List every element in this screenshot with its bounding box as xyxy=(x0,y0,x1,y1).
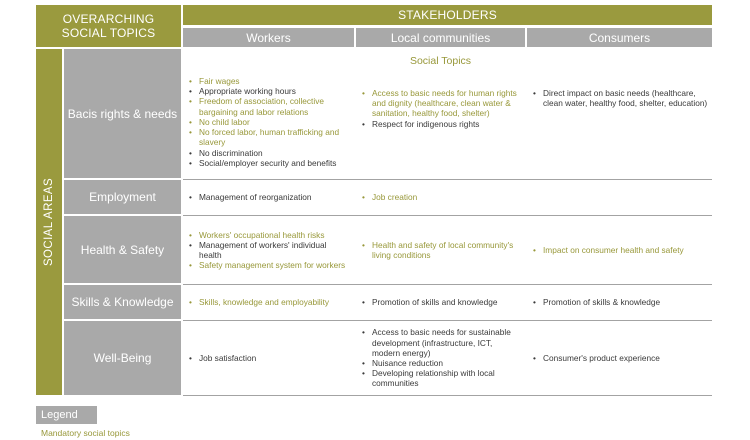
overarching-social-topics-header xyxy=(36,5,181,47)
topic-item: • Access to basic needs for sustainable development (infrastructure, ICT, modern energy) xyxy=(361,327,521,358)
topic-item: • Promotion of skills and knowledge xyxy=(361,297,497,307)
social-topics-title: Social Topics xyxy=(409,55,472,67)
topic-list xyxy=(361,297,497,307)
cell-basic-rights-consumers xyxy=(532,70,708,192)
topic-item: • Management of reorganization xyxy=(188,192,312,202)
legend-mandatory-label: Mandatory social topics xyxy=(41,428,130,438)
topic-item: • Social/employer security and benefits xyxy=(188,158,350,168)
topic-list xyxy=(188,230,350,271)
column-header-label: Consumers xyxy=(588,30,651,45)
row-label-text: Health & Safety xyxy=(80,242,165,257)
topic-item: • Job satisfaction xyxy=(188,353,256,363)
legend-title: Legend xyxy=(41,409,78,421)
row-label-text: Skills & Knowledge xyxy=(71,295,174,309)
row-label-text: Bacis rights & needs xyxy=(67,106,178,121)
mandatory-topic-item: • Access to basic needs for human rights and dignity (healthcare, clean water & sanitation, healthy food, shelter) xyxy=(361,88,521,119)
cell-employment-local xyxy=(361,180,521,215)
cell-well-being-local xyxy=(361,321,521,395)
mandatory-topic-item: • No child labor xyxy=(188,117,350,127)
cell-health-safety-consumers xyxy=(532,216,708,284)
column-header-local-communities xyxy=(356,28,525,47)
row-label-well-being xyxy=(64,321,181,395)
cell-basic-rights-local xyxy=(361,70,521,192)
cell-health-safety-workers xyxy=(188,216,350,284)
topic-list xyxy=(361,88,521,129)
cell-well-being-workers xyxy=(188,321,350,395)
row-separator xyxy=(183,395,712,396)
topic-item: • Respect for indigenous rights xyxy=(361,119,521,129)
column-header-consumers xyxy=(527,28,712,47)
topic-list xyxy=(188,297,329,307)
topic-list xyxy=(361,240,521,260)
mandatory-topic-item: • Impact on consumer health and safety xyxy=(532,245,684,255)
mandatory-topic-item: • Workers' occupational health risks xyxy=(188,230,350,240)
mandatory-topic-item: • Skills, knowledge and employability xyxy=(188,297,329,307)
topic-item: • No discrimination xyxy=(188,148,350,158)
legend-box xyxy=(36,406,97,424)
topic-item: • Developing relationship with local communities xyxy=(361,368,521,388)
topic-item: • Appropriate working hours xyxy=(188,86,350,96)
overarching-label: OVERARCHING SOCIAL TOPICS xyxy=(61,12,156,40)
row-label-basic-rights xyxy=(64,49,181,178)
topic-list xyxy=(188,192,312,202)
topic-list xyxy=(361,327,521,388)
row-label-health-safety xyxy=(64,216,181,283)
mandatory-topic-item: • Health and safety of local community's living conditions xyxy=(361,240,521,260)
cell-employment-workers xyxy=(188,180,350,215)
cell-skills-local xyxy=(361,285,521,320)
topic-list xyxy=(532,353,660,363)
stakeholders-header xyxy=(183,5,712,25)
topic-item: • Management of workers' individual health xyxy=(188,240,350,260)
cell-skills-consumers xyxy=(532,285,708,320)
topic-list xyxy=(532,88,708,108)
row-label-skills-knowledge xyxy=(64,285,181,319)
topic-item: • Direct impact on basic needs (healthcare, clean water, healthy food, shelter, education) xyxy=(532,88,708,108)
topic-item: • Consumer's product experience xyxy=(532,353,660,363)
mandatory-topic-item: • Freedom of association, collective bargaining and labor relations xyxy=(188,96,350,116)
cell-skills-workers xyxy=(188,285,350,320)
cell-well-being-consumers xyxy=(532,321,708,395)
row-label-text: Well-Being xyxy=(93,351,152,365)
topic-item: • Promotion of skills & knowledge xyxy=(532,297,660,307)
column-header-workers xyxy=(183,28,354,47)
social-areas-text: SOCIAL AREAS xyxy=(43,177,56,267)
topic-list xyxy=(188,353,256,363)
mandatory-topic-item: • Job creation xyxy=(361,192,417,202)
column-header-label: Workers xyxy=(246,30,291,45)
mandatory-topic-item: • Safety management system for workers xyxy=(188,260,350,270)
row-label-employment xyxy=(64,180,181,214)
cell-health-safety-local xyxy=(361,216,521,284)
social-areas-label xyxy=(36,49,62,395)
column-header-label: Local communities xyxy=(390,30,491,45)
topic-list xyxy=(532,297,660,307)
row-label-text: Employment xyxy=(89,190,156,204)
stakeholders-label: STAKEHOLDERS xyxy=(398,8,497,22)
cell-employment-consumers xyxy=(532,180,708,215)
topic-item: • Nuisance reduction xyxy=(361,358,521,368)
mandatory-topic-item: • No forced labor, human trafficking and slavery xyxy=(188,127,350,147)
cell-basic-rights-workers xyxy=(188,70,350,174)
topic-list xyxy=(188,76,350,168)
mandatory-topic-item: • Fair wages xyxy=(188,76,350,86)
topic-list xyxy=(361,192,417,202)
topic-list xyxy=(532,245,684,255)
